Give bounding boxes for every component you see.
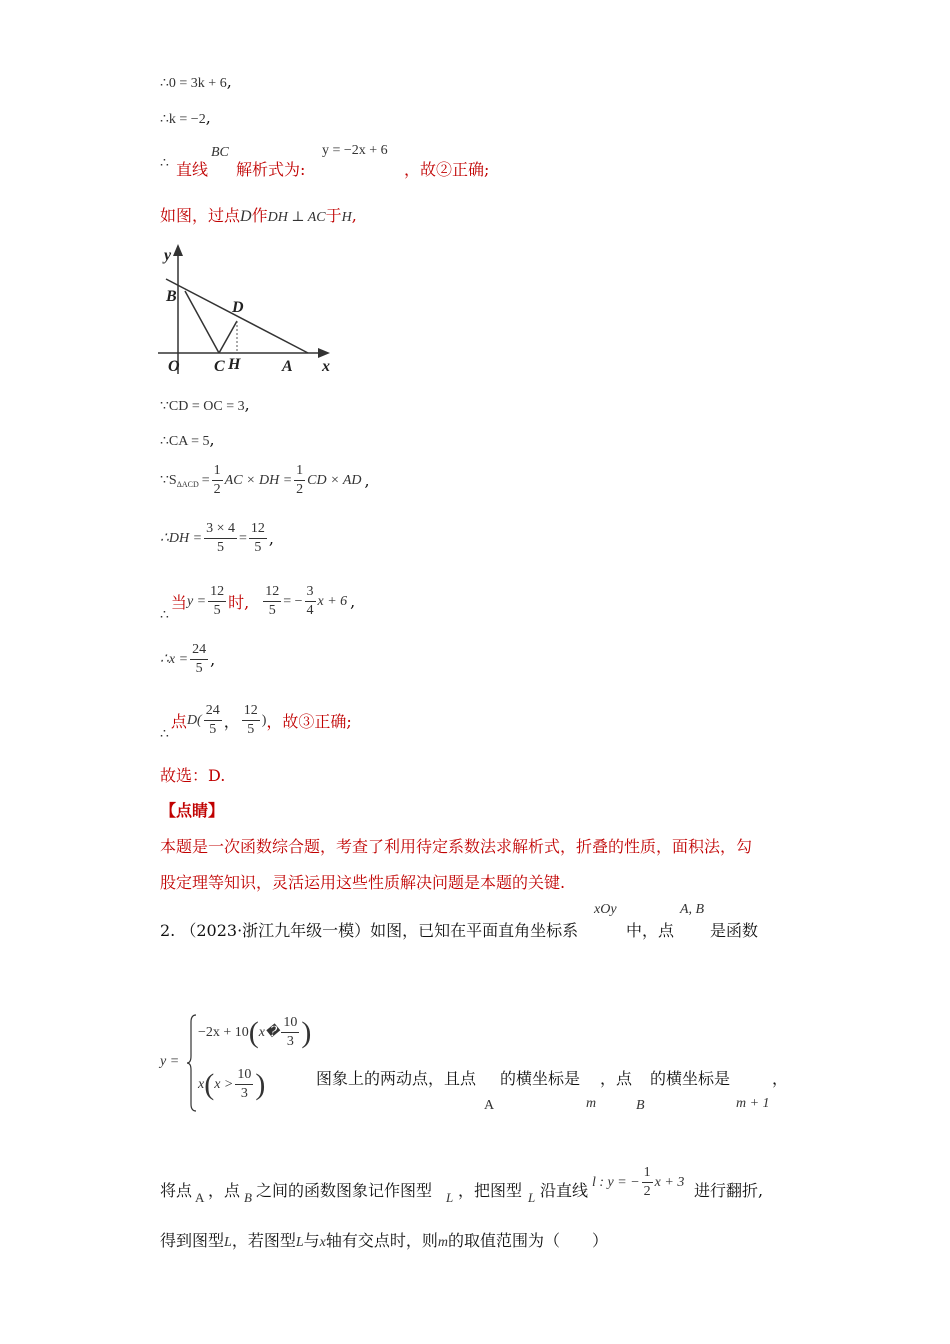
fraction: $\frac{12}{5}$ — [265, 584, 280, 618]
comment-text-1: 本题是一次函数综合题，考查了利用待定系数法求解析式，折叠的性质，面积法，勾 — [160, 837, 753, 856]
piece-1: −2x + 10 ( x� $\frac{10}{3}$ ) — [198, 1015, 312, 1049]
fraction: $\frac{12}{5}$ — [210, 584, 225, 618]
piecewise-function: y = −2x + 10 ( x� $\frac{10}{3}$ ) x ( x > $\frac{10}{3}$ ) — [160, 1014, 320, 1114]
fraction: $\frac{12}{5}$ — [250, 521, 265, 555]
y-arrow — [173, 244, 183, 256]
label-y: y — [164, 247, 172, 264]
step-line-6: ∴CA = 5, — [160, 430, 215, 449]
step-line-9: ∴ 当 y = $\frac{12}{5}$ 时, $\frac{12}{5}$ = − $\frac{3}{4}$ x + 6 , — [160, 584, 356, 623]
answer-line: 故选：D. — [160, 766, 226, 785]
piece-2: x ( x > $\frac{10}{3}$ ) — [198, 1067, 266, 1101]
x-arrow — [318, 348, 330, 358]
line-name-bc: BC — [211, 145, 229, 160]
geometry-figure — [158, 242, 343, 378]
fraction: $\frac{12}{5}$ — [243, 703, 258, 737]
label-a: A — [282, 358, 293, 375]
step-line-11: ∴ 点 D( $\frac{24}{5}$ ， $\frac{12}{5}$ ) ，故③正确; — [160, 703, 352, 742]
segment-cd — [219, 321, 237, 353]
fraction: $\frac{1}{2}$ — [643, 1165, 651, 1199]
segment-bc — [185, 291, 219, 353]
label-d: D — [232, 299, 244, 316]
step-line-8: ∴DH = $\frac{3 \times 4}{5}$ = $\frac{12}{5}$ , — [160, 521, 274, 555]
equation: ∴0 = 3k + 6 — [160, 76, 227, 91]
step-line-1: ∴0 = 3k + 6, — [160, 72, 232, 91]
equation: ∴k = −2 — [160, 112, 206, 127]
step-line-2: ∴k = −2, — [160, 108, 211, 127]
label-o: O — [168, 358, 180, 375]
fraction: $\frac{3 \times 4}{5}$ — [206, 521, 235, 555]
comment-heading: 【点睛】 — [160, 801, 225, 820]
label-h: H — [228, 356, 241, 373]
label-b: B — [166, 288, 177, 305]
fraction: $\frac{1}{2}$ — [213, 463, 221, 497]
fraction: $\frac{3}{4}$ — [306, 584, 314, 618]
fraction: $\frac{24}{5}$ — [205, 703, 220, 737]
question-2-intro: 2. （2023·浙江九年级一模）如图，已知在平面直角坐标系 xOy 中，点 A, B 是函数 — [160, 902, 759, 940]
fraction: $\frac{24}{5}$ — [192, 642, 207, 676]
step-line-5: ∵CD = OC = 3, — [160, 395, 250, 414]
equation: ∵CD = OC = 3 — [160, 399, 245, 414]
fraction: $\frac{10}{3}$ — [283, 1015, 298, 1049]
question-2-line-3: 将点 A ，点 B 之间的函数图象记作图型 L ，把图型 L 沿直线 l : y = − $\frac{1}{2}$ x + 3 进行翻折, — [160, 1165, 764, 1205]
label-c: C — [214, 358, 225, 375]
equation: y = −2x + 6 — [322, 143, 388, 158]
comment-text-2: 股定理等知识，灵活运用这些性质解决问题是本题的关键. — [160, 873, 566, 892]
brace — [187, 1014, 197, 1112]
label-x: x — [322, 358, 330, 375]
equation: ∴CA = 5 — [160, 434, 210, 449]
step-line-10: ∴x = $\frac{24}{5}$ , — [160, 642, 216, 676]
fraction: $\frac{1}{2}$ — [296, 463, 304, 497]
question-2-line-4: 得到图型L，若图型L与x轴有交点时，则m的取值范围为（ ） — [160, 1231, 609, 1250]
step-line-4: 如图，过点D作DH ⊥ AC于H, — [160, 206, 357, 225]
fold-line-equation: l : y = − $\frac{1}{2}$ x + 3 — [592, 1165, 685, 1199]
question-2-line-2: 图象上的两动点，且点 A 的横坐标是 ，点 m B 的横坐标是 ， m + 1 — [316, 1069, 789, 1113]
fraction: $\frac{10}{3}$ — [237, 1067, 252, 1101]
step-line-7: ∵S ΔACD = $\frac{1}{2}$ AC × DH = $\frac{1}{2}$ CD × AD , — [160, 463, 370, 497]
